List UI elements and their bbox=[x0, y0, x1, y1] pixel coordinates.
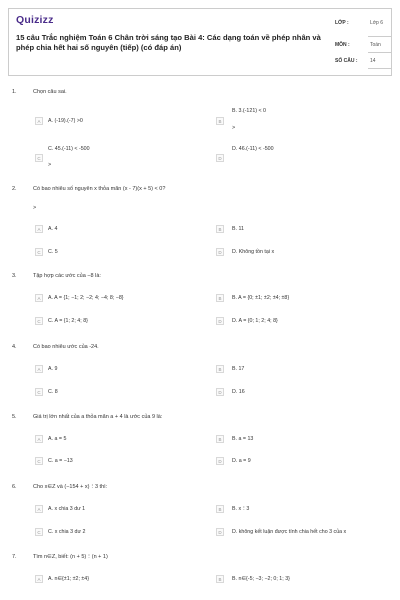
option-letter-c: C bbox=[35, 317, 43, 325]
subject-value: Toán bbox=[370, 42, 381, 48]
question-number: 1. bbox=[12, 89, 17, 95]
class-value: Lớp 6 bbox=[370, 20, 384, 26]
option-text: A. x chia 3 dư 1 bbox=[48, 506, 86, 512]
option-letter-b: B bbox=[216, 117, 224, 125]
option-letter-d: D bbox=[216, 457, 224, 465]
option-letter-a: A bbox=[35, 225, 43, 233]
worksheet-header bbox=[8, 8, 392, 76]
option-text: A. a = 5 bbox=[48, 436, 67, 442]
option-text: C. a = −13 bbox=[48, 458, 73, 464]
question-caret: > bbox=[33, 205, 37, 211]
option-letter-c: C bbox=[35, 388, 43, 396]
question-text: Giá trị lớn nhất của a thỏa mãn a + 4 là ước của 9 là: bbox=[33, 414, 163, 420]
option-text: A. 9 bbox=[48, 366, 58, 372]
count-value: 14 bbox=[370, 58, 376, 64]
meta-divider bbox=[368, 68, 391, 69]
question-number: 6. bbox=[12, 484, 17, 490]
option-text: B. 11 bbox=[232, 226, 244, 232]
subject-label: MÔN : bbox=[335, 42, 350, 48]
option-letter-d: D bbox=[216, 317, 224, 325]
class-label: LỚP : bbox=[335, 20, 349, 26]
quizizz-logo[interactable]: Quizizz bbox=[16, 14, 54, 26]
option-text: C. x chia 3 dư 2 bbox=[48, 529, 86, 535]
option-letter-d: D bbox=[216, 248, 224, 256]
option-text: B. 3.(-121) < 0 bbox=[232, 108, 267, 114]
option-text: B. x⋮3 bbox=[232, 506, 250, 512]
option-text: B. 17 bbox=[232, 366, 245, 372]
meta-divider bbox=[368, 52, 391, 53]
count-label: SỐ CÂU : bbox=[335, 58, 358, 64]
question-text: Tập hợp các ước của −8 là: bbox=[33, 273, 101, 279]
option-letter-d: D bbox=[216, 388, 224, 396]
option-letter-a: A bbox=[35, 575, 43, 583]
option-caret: > bbox=[232, 125, 236, 131]
option-letter-a: A bbox=[35, 294, 43, 302]
option-text: D. Không tồn tại x bbox=[232, 249, 275, 255]
question-number: 3. bbox=[12, 273, 17, 279]
question-text: Có bao nhiêu ước của -24. bbox=[33, 344, 99, 350]
option-caret: > bbox=[48, 162, 52, 168]
option-letter-c: C bbox=[35, 154, 43, 162]
option-letter-a: A bbox=[35, 435, 43, 443]
option-text: B. A = {0; ±1; ±2; ±4; ±8} bbox=[232, 295, 290, 301]
question-text: Chọn câu sai. bbox=[33, 89, 67, 95]
question-number: 4. bbox=[12, 344, 17, 350]
question-text: Tìm n∈Z, biết: (n + 5)⋮(n + 1) bbox=[33, 554, 108, 560]
option-letter-b: B bbox=[216, 575, 224, 583]
option-text: C. 8 bbox=[48, 389, 58, 395]
option-letter-c: C bbox=[35, 528, 43, 536]
question-number: 7. bbox=[12, 554, 17, 560]
option-text: A. A = {1; −1; 2; −2; 4; −4; 8; −8} bbox=[48, 295, 124, 301]
page-title: 15 câu Trắc nghiệm Toán 6 Chân trời sáng tạo Bài 4: Các dạng toán về phép nhân và phép chia hết hai số nguyên (tiếp) (có đáp án) bbox=[16, 33, 321, 52]
option-letter-a: A bbox=[35, 505, 43, 513]
option-text: D. 46.(-11) < -500 bbox=[232, 146, 274, 152]
option-text: C. 45.(-11) < -500 bbox=[48, 146, 90, 152]
option-letter-b: B bbox=[216, 435, 224, 443]
option-letter-c: C bbox=[35, 457, 43, 465]
option-text: A. 4 bbox=[48, 226, 58, 232]
option-text: D. a = 9 bbox=[232, 458, 251, 464]
option-text: A. n∈{±1; ±2; ±4} bbox=[48, 576, 90, 582]
option-text: D. A = {0; 1; 2; 4; 8} bbox=[232, 318, 278, 324]
question-number: 2. bbox=[12, 186, 17, 192]
option-letter-b: B bbox=[216, 365, 224, 373]
option-letter-b: B bbox=[216, 294, 224, 302]
question-text: Cho x∈Z và (−154 + x)⋮3 thì: bbox=[33, 484, 108, 490]
option-letter-a: A bbox=[35, 117, 43, 125]
question-text: Có bao nhiêu số nguyên x thỏa mãn (x - 7)(x + 5) < 0? bbox=[33, 186, 166, 192]
meta-divider bbox=[368, 36, 391, 37]
option-text: B. n∈{-5; −3; −2; 0; 1; 3} bbox=[232, 576, 290, 582]
option-text: C. A = {1; 2; 4; 8} bbox=[48, 318, 88, 324]
option-letter-d: D bbox=[216, 154, 224, 162]
question-number: 5. bbox=[12, 414, 17, 420]
option-text: C. 5 bbox=[48, 249, 58, 255]
option-letter-d: D bbox=[216, 528, 224, 536]
option-letter-b: B bbox=[216, 505, 224, 513]
option-text: B. a = 13 bbox=[232, 436, 254, 442]
option-text: D. 16 bbox=[232, 389, 245, 395]
option-letter-b: B bbox=[216, 225, 224, 233]
option-letter-c: C bbox=[35, 248, 43, 256]
option-text: A. (-19).(-7) >0 bbox=[48, 118, 83, 124]
option-letter-a: A bbox=[35, 365, 43, 373]
option-text: D. không kết luận được tính chia hết cho 3 của x bbox=[232, 529, 347, 535]
